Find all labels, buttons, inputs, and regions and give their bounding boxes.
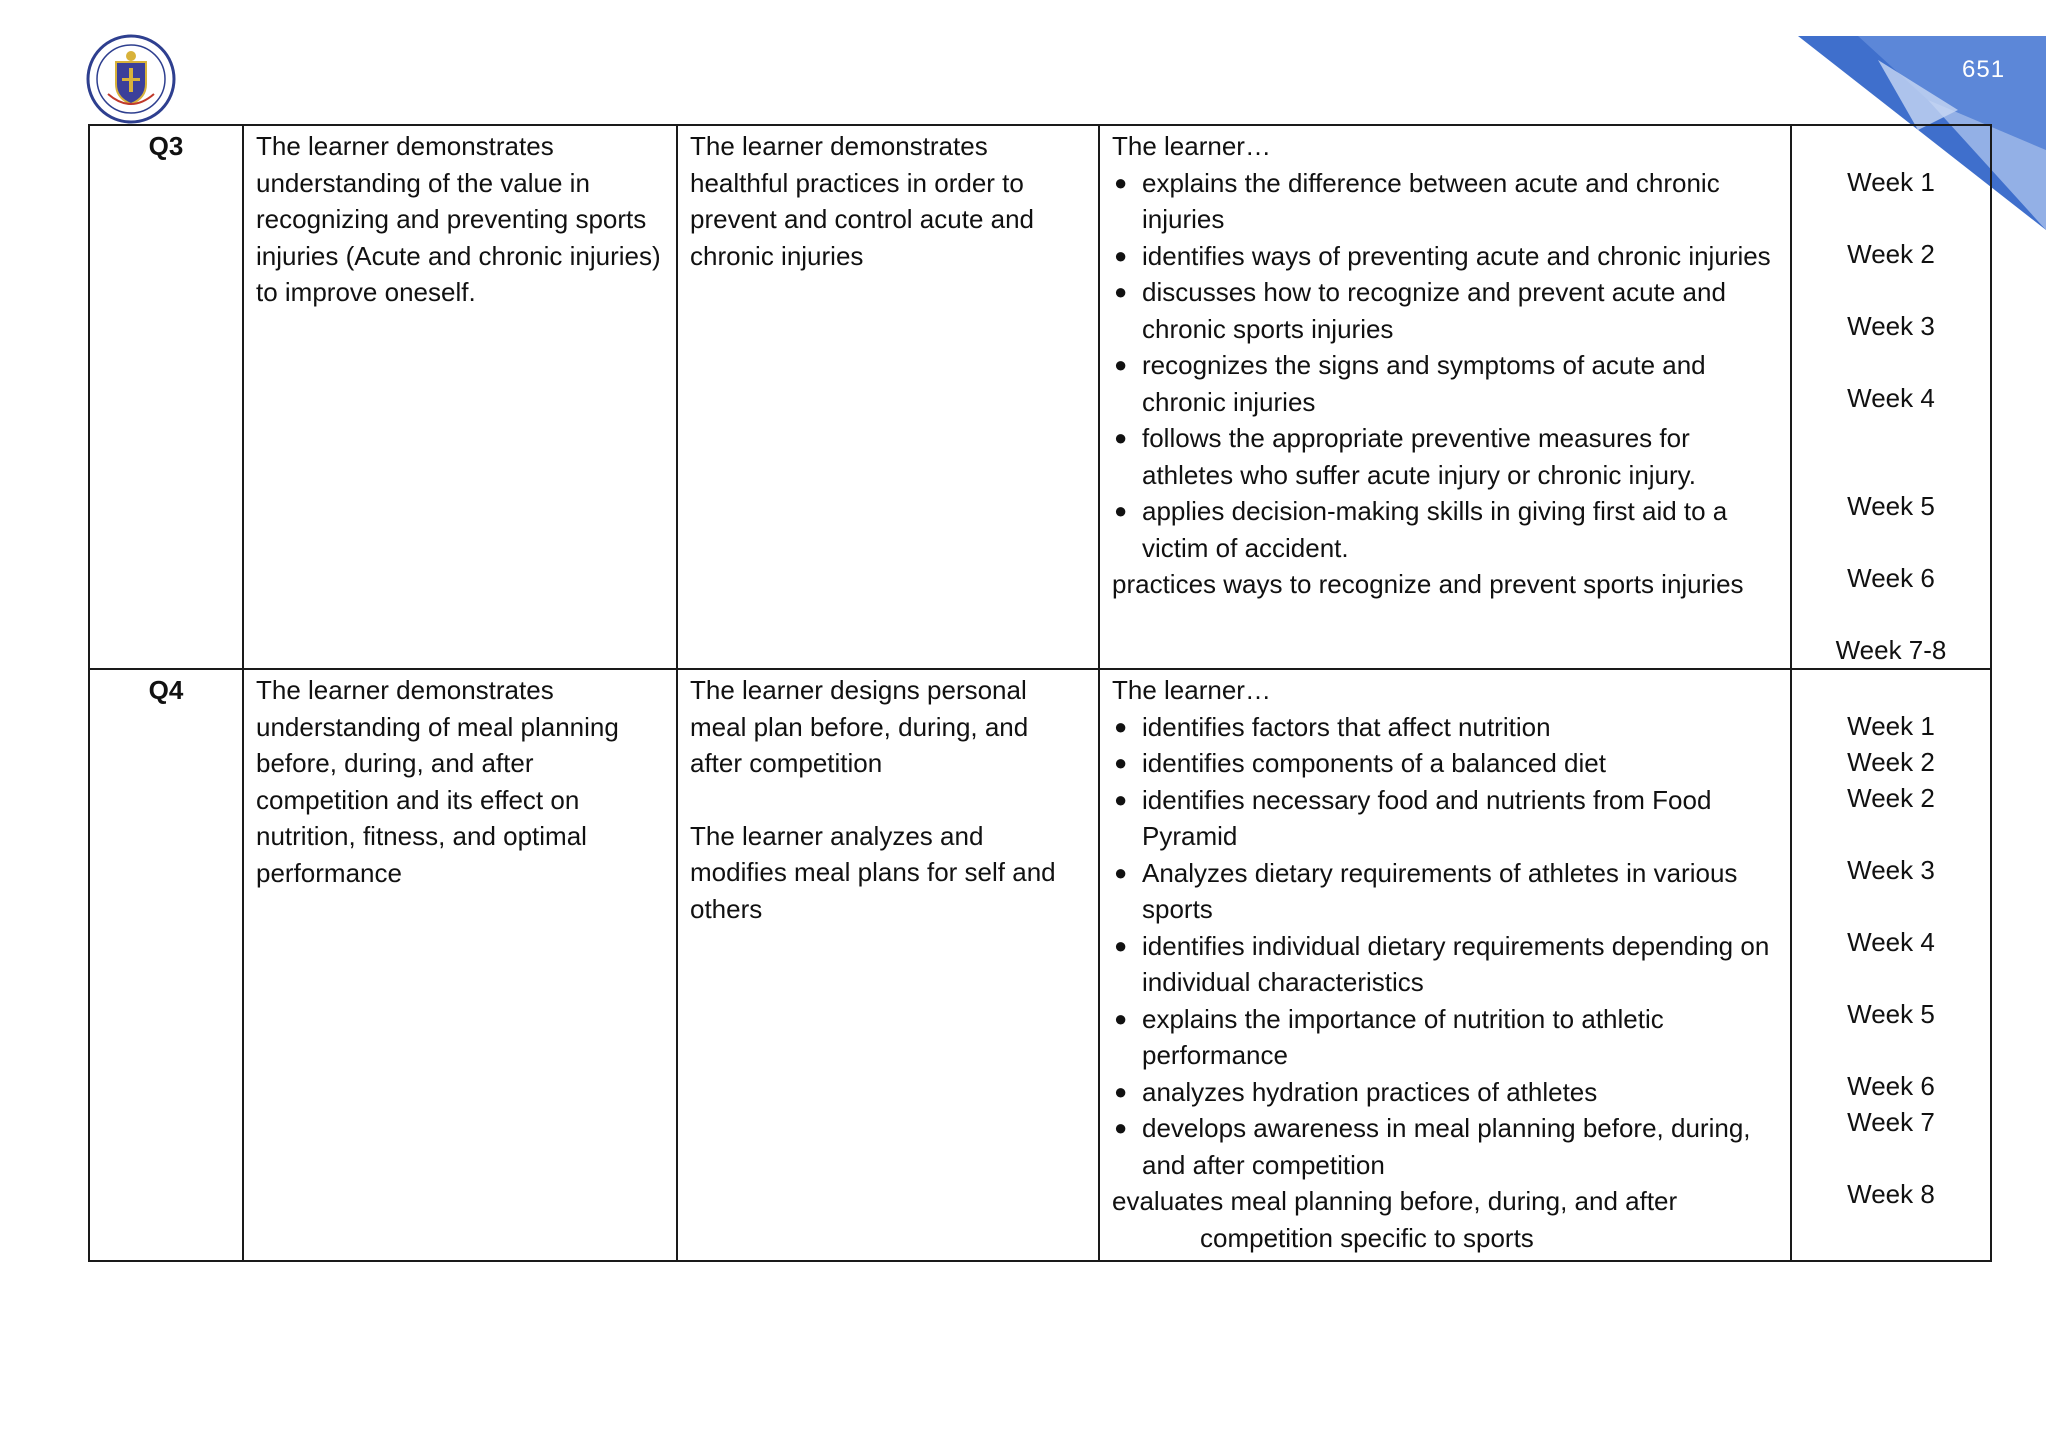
table-row-q3 xyxy=(89,125,1991,669)
bullet-icon: ● xyxy=(1114,786,1128,812)
bullet-icon: ● xyxy=(1114,713,1128,739)
week-label: Week 6 xyxy=(1847,563,1935,593)
week-label: Week 1 xyxy=(1847,167,1935,197)
week-label: Week 5 xyxy=(1847,999,1935,1029)
week-label: Week 3 xyxy=(1847,855,1935,885)
week-label: Week 7 xyxy=(1847,1107,1935,1137)
week-label: Week 4 xyxy=(1847,383,1935,413)
deped-seal-logo xyxy=(86,34,176,124)
list-item: ● discusses how to recognize and prevent acute and chronic sports injuries xyxy=(1112,274,1778,347)
week-label: Week 3 xyxy=(1847,311,1935,341)
weeks-column xyxy=(1791,125,1991,669)
competency-intro: The learner… xyxy=(1112,131,1271,161)
competency-closing: practices ways to recognize and prevent sports injuries xyxy=(1112,569,1744,599)
list-item: ● explains the importance of nutrition to athletic performance xyxy=(1112,1001,1778,1074)
list-item: ● identifies factors that affect nutrition xyxy=(1112,709,1778,746)
week-label: Week 6 xyxy=(1847,1071,1935,1101)
performance-standard xyxy=(677,669,1099,1261)
list-item: ● explains the difference between acute and chronic injuries xyxy=(1112,165,1778,238)
bullet-icon: ● xyxy=(1114,279,1128,304)
competency-intro: The learner… xyxy=(1112,675,1271,705)
weeks-column xyxy=(1791,669,1991,1261)
week-label: Week 4 xyxy=(1847,927,1935,957)
week-label: Week 2 xyxy=(1847,239,1935,269)
list-item: ● recognizes the signs and symptoms of acute and chronic injuries xyxy=(1112,347,1778,420)
competency-closing-continued: competition specific to sports xyxy=(1200,1222,1534,1253)
table-row-q4 xyxy=(89,669,1991,1261)
week-label: Week 1 xyxy=(1847,711,1935,741)
week-label: Week 2 xyxy=(1847,747,1935,777)
week-label: Week 7-8 xyxy=(1835,635,1947,665)
bullet-icon: ● xyxy=(1114,169,1128,195)
list-item: ● identifies individual dietary requirements depending on individual characteristics xyxy=(1112,928,1778,1001)
bullet-icon: ● xyxy=(1114,1078,1128,1104)
performance-standard-text: The learner designs personal meal plan before, during, and after competition xyxy=(690,675,1029,778)
bullet-icon: ● xyxy=(1114,425,1128,450)
curriculum-table xyxy=(88,124,1992,1262)
list-item: ● identifies necessary food and nutrients from Food Pyramid xyxy=(1112,782,1778,855)
list-item: ● identifies components of a balanced diet xyxy=(1112,745,1778,782)
competency-closing: evaluates meal planning before, during, and after xyxy=(1112,1186,1678,1216)
list-item: ● develops awareness in meal planning before, during, and after competition xyxy=(1112,1110,1778,1183)
performance-standard-text: The learner demonstrates healthful practices in order to prevent and control acute and chronic injuries xyxy=(690,131,1035,271)
performance-standard-text-2: The learner analyzes and modifies meal plans for self and others xyxy=(690,820,1056,924)
week-label: Week 2 xyxy=(1847,783,1935,813)
bullet-icon: ● xyxy=(1114,352,1128,377)
learning-competencies xyxy=(1099,669,1791,1261)
quarter-label: Q4 xyxy=(89,669,243,1261)
content-standard: The learner demonstrates understanding of the value in recognizing and preventing sports injuries (Acute and chronic injuries) to improve oneself. xyxy=(243,125,677,669)
list-item: ● applies decision-making skills in giving first aid to a victim of accident. xyxy=(1112,493,1778,566)
list-item: ● identifies ways of preventing acute and chronic injuries xyxy=(1112,238,1778,275)
week-label: Week 8 xyxy=(1847,1179,1935,1209)
list-item: ● follows the appropriate preventive measures for athletes who suffer acute injury or chronic injury. xyxy=(1112,420,1778,493)
list-item: ● Analyzes dietary requirements of athletes in various sports xyxy=(1112,855,1778,928)
quarter-label: Q3 xyxy=(89,125,243,669)
page-number: 651 xyxy=(1962,56,2006,83)
bullet-icon: ● xyxy=(1114,498,1128,523)
learning-competencies xyxy=(1099,125,1791,669)
content-standard: The learner demonstrates understanding of meal planning before, during, and after competition and its effect on nutrition, fitness, and optimal performance xyxy=(243,669,677,1261)
bullet-icon: ● xyxy=(1114,1115,1128,1140)
bullet-icon: ● xyxy=(1114,932,1128,958)
bullet-icon: ● xyxy=(1114,750,1128,775)
list-item: ● analyzes hydration practices of athletes xyxy=(1112,1074,1778,1111)
bullet-icon: ● xyxy=(1114,859,1128,885)
performance-standard xyxy=(677,125,1099,669)
week-label: Week 5 xyxy=(1847,491,1935,521)
bullet-icon: ● xyxy=(1114,242,1128,268)
bullet-icon: ● xyxy=(1114,1005,1128,1031)
